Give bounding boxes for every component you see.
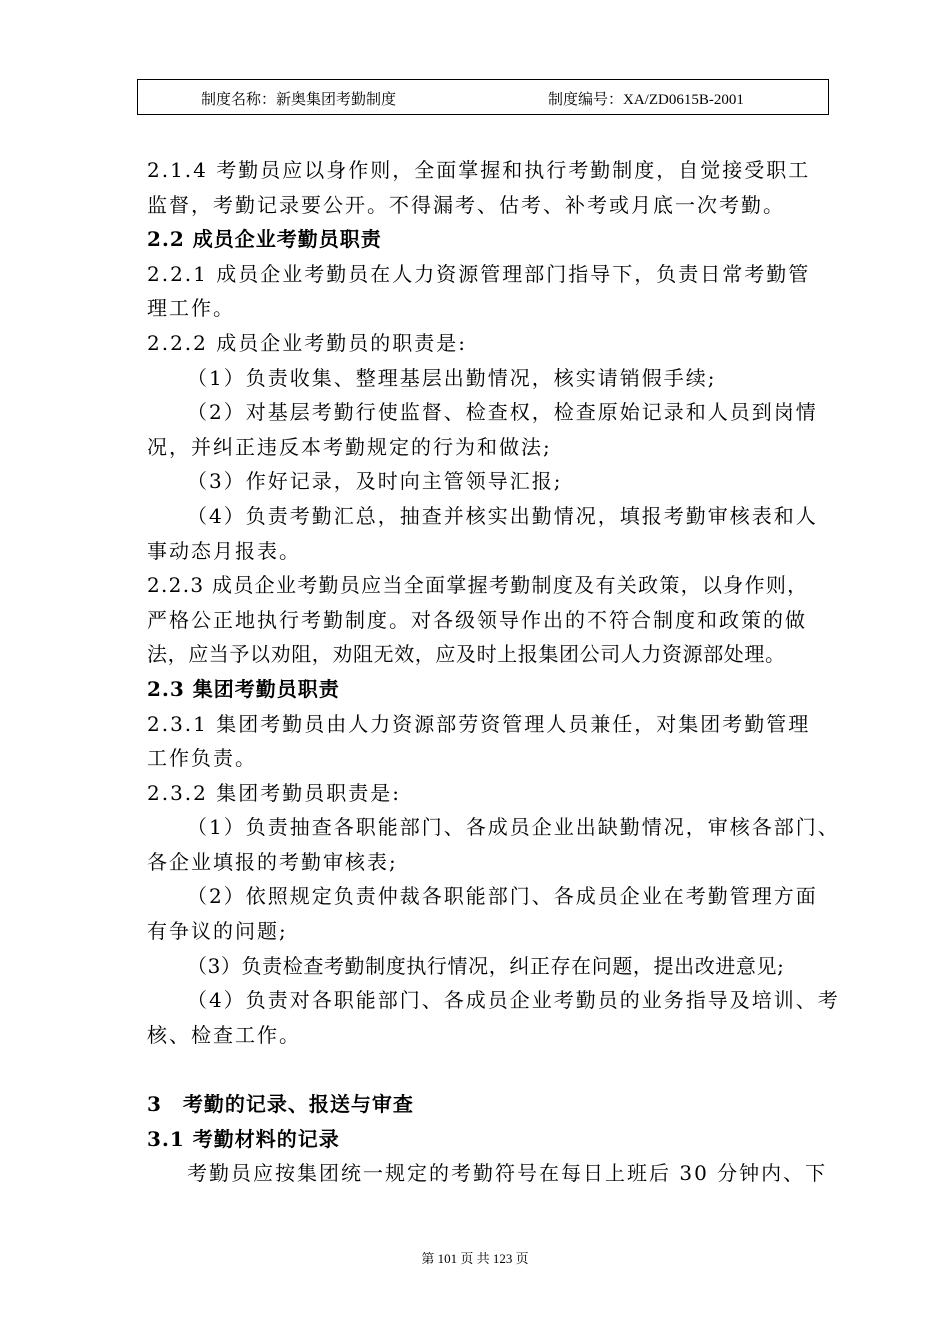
list-item: （1）负责抽查各职能部门、各成员企业出缺勤情况，审核各部门、 xyxy=(187,815,840,840)
paragraph-line: 理工作。 xyxy=(147,296,235,321)
paragraph-line: 2.2.3 成员企业考勤员应当全面掌握考勤制度及有关政策，以身作则， xyxy=(147,573,809,598)
paragraph-line: 况，并纠正违反本考勤规定的行为和做法; xyxy=(147,434,552,459)
paragraph-line: 2.3.1 集团考勤员由人力资源部劳资管理人员兼任，对集团考勤管理 xyxy=(147,711,811,736)
list-item: （2）对基层考勤行使监督、检查权，检查原始记录和人员到岗情 xyxy=(187,400,818,425)
section-heading: 3.1 考勤材料的记录 xyxy=(147,1126,340,1151)
document-header xyxy=(137,79,829,115)
paragraph-line: 事动态月报表。 xyxy=(147,538,301,563)
section-heading: 2.3 集团考勤员职责 xyxy=(147,676,340,701)
paragraph-line: 工作负责。 xyxy=(147,746,257,771)
list-item: （3）负责检查考勤制度执行情况，纠正存在问题，提出改进意见; xyxy=(187,953,785,978)
document-body xyxy=(147,153,840,1191)
regulation-name: 制度名称：新奥集团考勤制度 xyxy=(201,92,397,108)
list-item: （4）负责考勤汇总，抽查并核实出勤情况，填报考勤审核表和人 xyxy=(187,503,818,528)
paragraph-line: 监督，考勤记录要公开。不得漏考、估考、补考或月底一次考勤。 xyxy=(147,192,785,217)
list-item: （4）负责对各职能部门、各成员企业考勤员的业务指导及培训、考 xyxy=(187,988,840,1013)
list-item: （3）作好记录，及时向主管领导汇报; xyxy=(187,469,563,494)
paragraph-line: 严格公正地执行考勤制度。对各级领导作出的不符合制度和政策的做 xyxy=(147,607,807,632)
paragraph-line: 核、检查工作。 xyxy=(147,1022,301,1047)
paragraph-line: 考勤员应按集团统一规定的考勤符号在每日上班后 30 分钟内、下 xyxy=(187,1161,828,1186)
paragraph-line: 各企业填报的考勤审核表; xyxy=(147,849,398,874)
page-number: 第 101 页 共 123 页 xyxy=(421,1251,529,1266)
list-item: （2）依照规定负责仲裁各职能部门、各成员企业在考勤管理方面 xyxy=(187,884,818,909)
paragraph-line: 2.2.1 成员企业考勤员在人力资源管理部门指导下，负责日常考勤管 xyxy=(147,261,811,286)
paragraph-line: 2.2.2 成员企业考勤员的职责是: xyxy=(147,330,467,355)
list-item: （1）负责收集、整理基层出勤情况，核实请销假手续; xyxy=(187,365,717,390)
paragraph-line: 有争议的问题; xyxy=(147,919,288,944)
chapter-heading: 3 考勤的记录、报送与审查 xyxy=(147,1092,414,1117)
regulation-code: 制度编号：XA/ZD0615B-2001 xyxy=(548,92,744,108)
paragraph-line: 2.3.2 集团考勤员职责是: xyxy=(147,780,401,805)
section-heading: 2.2 成员企业考勤员职责 xyxy=(147,227,382,252)
blank-line xyxy=(147,1052,829,1087)
paragraph-line: 2.1.4 考勤员应以身作则，全面掌握和执行考勤制度，自觉接受职工 xyxy=(147,158,811,182)
paragraph-line: 法，应当予以劝阻，劝阻无效，应及时上报集团公司人力资源部处理。 xyxy=(147,642,786,667)
